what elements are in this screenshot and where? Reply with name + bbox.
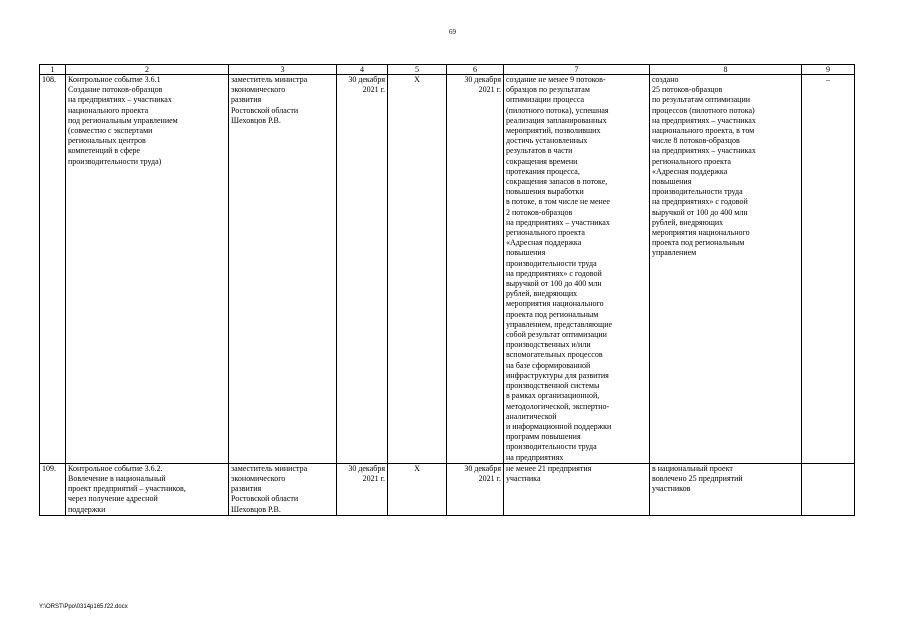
column-header-9: 9	[802, 65, 855, 75]
row-number: 109.	[40, 463, 66, 515]
column-5-value: Х	[388, 75, 447, 464]
report-table	[39, 64, 855, 516]
responsible-person: заместитель министра экономического развития Ростовской области Шеховцов Р.В.	[229, 463, 337, 515]
column-header-5: 5	[388, 65, 447, 75]
file-path-footer: Y:\ORST\Ppo\0314p165.f22.docx	[39, 604, 128, 610]
column-9-value: –	[802, 75, 855, 464]
column-5-value: Х	[388, 463, 447, 515]
column-header-2: 2	[66, 65, 229, 75]
planned-result: создание не менее 9 потоков- образцов по результатам оптимизации процесса (пилотного потока), успешная реализация запланированных мероприятий, позволивших достичь установленных результатов в части сокращения времени протекания процесса, сокращения запасов в потоке, повышения выработки в потоке, в том числе не менее 2 потоков-образцов на предприятиях – участниках регионального проекта «Адресная поддержка повышения производительности труда на предприятиях» с годовой выручкой от 100 до 400 млн рублей, внедряющих мероприятия национального проекта под региональным управлением, представляющие собой результат оптимизации производственных и/или вспомогательных процессов на базе сформированной инфраструктуры для развития производственной системы в рамках организационной, методологической, экспертно- аналитической и информационной поддержки программ повышения производительности труда на предприятиях	[504, 75, 650, 464]
table-row	[40, 463, 855, 515]
actual-result: создано 25 потоков-образцов по результатам оптимизации процессов (пилотного потока) на предприятиях – участниках национального проекта, в том числе 8 потоков-образцов на предприятиях – участниках регионального проекта «Адресная поддержка повышения производительности труда на предприятиях» с годовой выручкой от 100 до 400 млн рублей, внедряющих мероприятия национального проекта под региональным управлением	[650, 75, 802, 464]
row-number: 108.	[40, 75, 66, 464]
planned-date: 30 декабря 2021 г.	[337, 463, 388, 515]
planned-result: не менее 21 предприятия участника	[504, 463, 650, 515]
page-number: 69	[449, 28, 456, 36]
actual-date: 30 декабря 2021 г.	[447, 75, 504, 464]
column-header-7: 7	[504, 65, 650, 75]
actual-date: 30 декабря 2021 г.	[447, 463, 504, 515]
planned-date: 30 декабря 2021 г.	[337, 75, 388, 464]
header-row	[40, 65, 855, 75]
control-event: Контрольное событие 3.6.1 Создание потоков-образцов на предприятиях – участниках национального проекта под региональным управлением (совместно с экспертами региональных центров компетенций в сфере производительности труда)	[66, 75, 229, 464]
column-header-1: 1	[40, 65, 66, 75]
control-event: Контрольное событие 3.6.2. Вовлечение в национальный проект предприятий – участников, через получение адресной поддержки	[66, 463, 229, 515]
column-header-4: 4	[337, 65, 388, 75]
responsible-person: заместитель министра экономического развития Ростовской области Шеховцов Р.В.	[229, 75, 337, 464]
column-header-8: 8	[650, 65, 802, 75]
column-header-6: 6	[447, 65, 504, 75]
column-9-value	[802, 463, 855, 515]
column-header-3: 3	[229, 65, 337, 75]
table-row	[40, 75, 855, 464]
actual-result: в национальный проект вовлечено 25 предприятий участников	[650, 463, 802, 515]
